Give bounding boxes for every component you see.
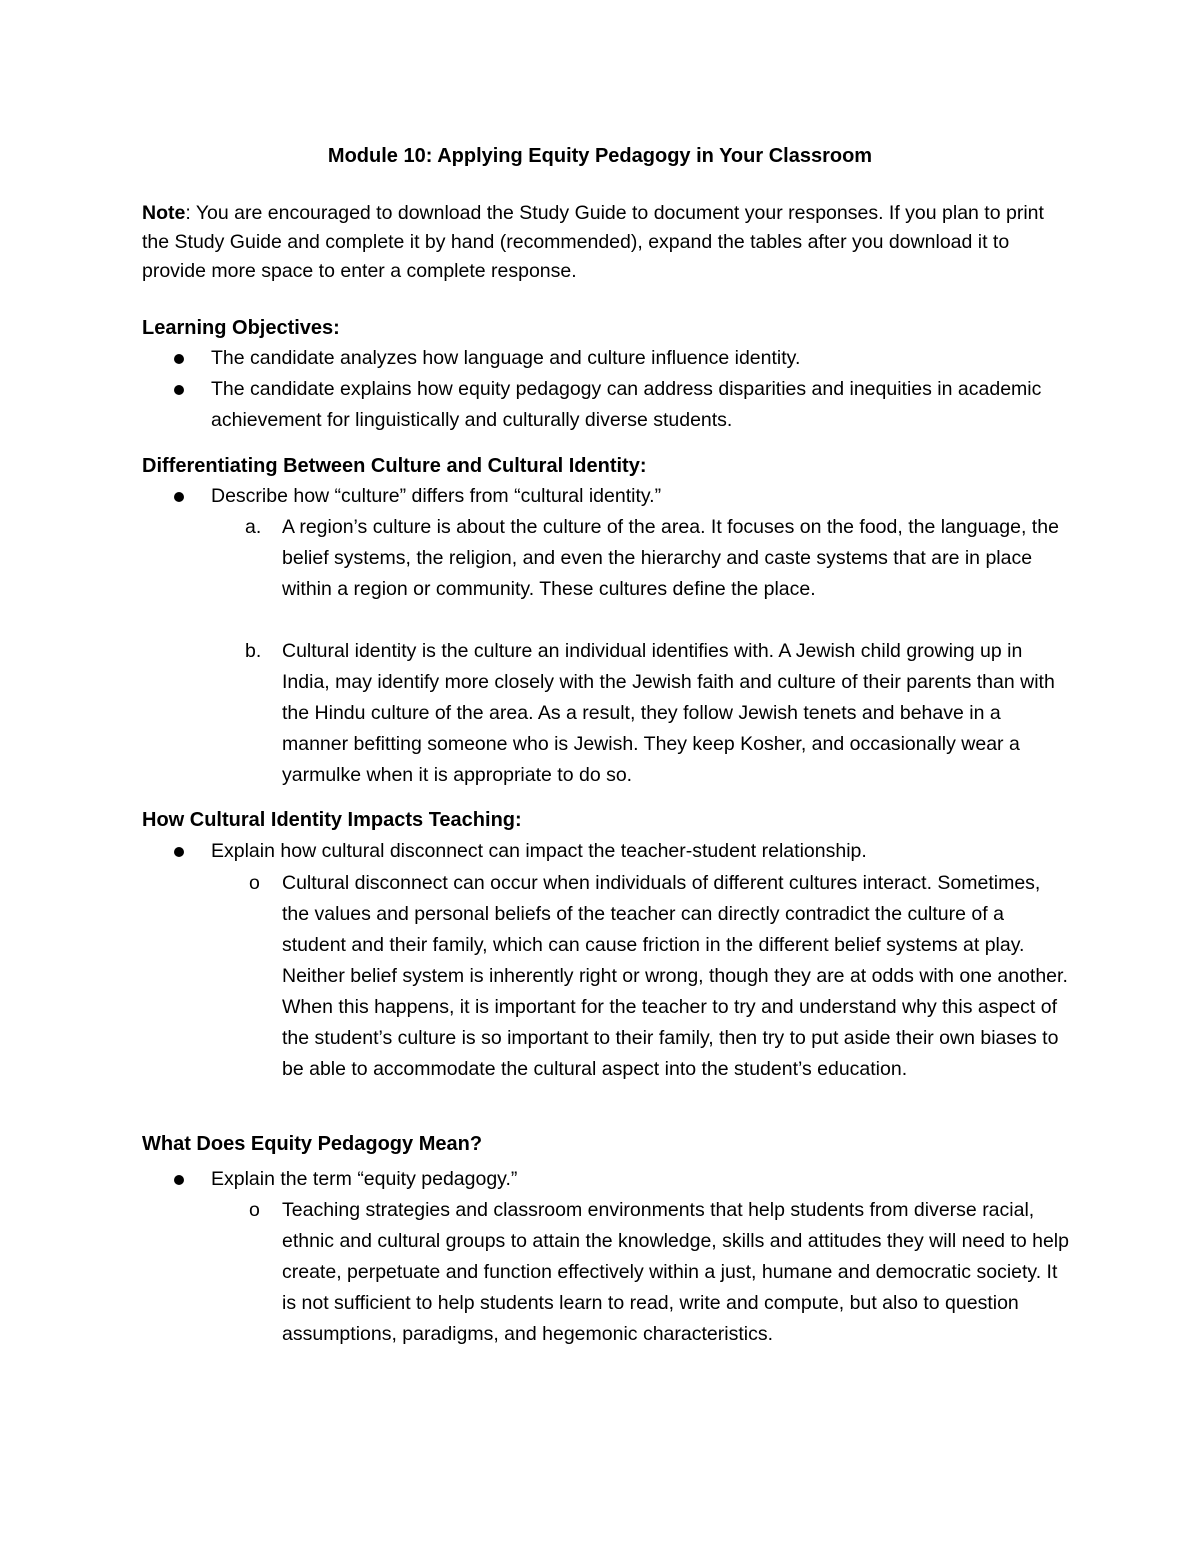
objective-item: The candidate explains how equity pedagogy can address disparities and inequities in academic achievement for linguistically and culturally diverse students.	[211, 374, 1071, 436]
heading-equity-pedagogy: What Does Equity Pedagogy Mean?	[142, 1133, 483, 1155]
culture-item-a	[245, 512, 1072, 605]
heading-culture-identity: Differentiating Between Culture and Cultural Identity:	[142, 455, 647, 477]
list-marker: a.	[245, 516, 262, 538]
note-paragraph	[142, 199, 1072, 286]
objective-item: The candidate analyzes how language and culture influence identity.	[211, 343, 1071, 374]
impact-item-text: Cultural disconnect can occur when individuals of different cultures interact. Sometimes, the values and personal beliefs of the teacher can directly contradict the culture of a student and their family, which can cause friction in the different belief systems at play. Neither belief system is inherently right or wrong, though they are at odds with one another. When this happens, it is important for the teacher to try and understand why this aspect of the student’s culture is so important to their family, then try to put aside their own biases to be able to accommodate the cultural aspect into the student’s education.	[282, 872, 1068, 1080]
equity-bullet: Explain the term “equity pedagogy.”	[211, 1164, 1071, 1195]
list-marker: o	[249, 872, 260, 894]
note-text: : You are encouraged to download the Study Guide to document your responses. If you plan to print the Study Guide and complete it by hand (recommended), expand the tables after you download it to provide more space to enter a complete response.	[142, 202, 1044, 282]
list-marker: b.	[245, 640, 262, 662]
impact-item	[249, 868, 1072, 1085]
impact-bullet: Explain how cultural disconnect can impact the teacher-student relationship.	[211, 836, 1071, 867]
equity-item	[249, 1195, 1072, 1350]
culture-item-b	[245, 636, 1072, 791]
culture-item-text: A region’s culture is about the culture of the area. It focuses on the food, the language, the belief systems, the religion, and even the hierarchy and caste systems that are in place within a region or community. These cultures define the place.	[282, 516, 1059, 600]
equity-item-text: Teaching strategies and classroom environments that help students from diverse racial, ethnic and cultural groups to attain the knowledge, skills and attitudes they will need to help create, perpetuate and function effectively within a just, humane and democratic society. It is not sufficient to help students learn to read, write and compute, but also to question assumptions, paradigms, and hegemonic characteristics.	[282, 1199, 1069, 1345]
note-label: Note	[142, 202, 186, 224]
page-title: Module 10: Applying Equity Pedagogy in Your Classroom	[327, 145, 873, 167]
list-marker: o	[249, 1199, 260, 1221]
heading-impacts-teaching: How Cultural Identity Impacts Teaching:	[142, 809, 522, 831]
heading-learning-objectives: Learning Objectives:	[142, 317, 340, 339]
culture-bullet: Describe how “culture” differs from “cultural identity.”	[211, 481, 1071, 512]
culture-item-text: Cultural identity is the culture an individual identifies with. A Jewish child growing up in India, may identify more closely with the Jewish faith and culture of their parents than with the Hindu culture of the area. As a result, they follow Jewish tenets and behave in a manner befitting someone who is Jewish. They keep Kosher, and occasionally wear a yarmulke when it is appropriate to do so.	[282, 640, 1055, 786]
